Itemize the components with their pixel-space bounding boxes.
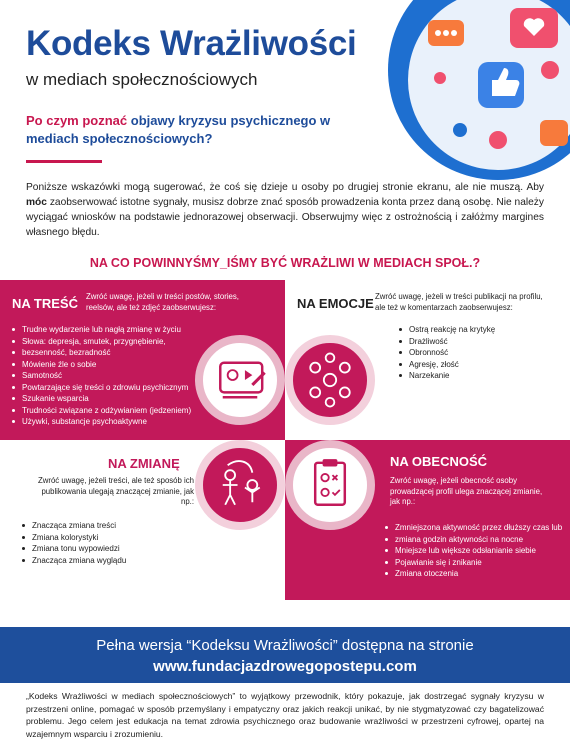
question-highlight: Po czym poznać [26,113,128,128]
list-item: Obronność [399,347,495,359]
list-item: Trudności związane z odżywianiem (jedzeniem) [12,405,191,417]
notification-icon [540,120,568,146]
intro-paragraph [26,180,544,240]
list-item: Szukanie wsparcia [12,393,191,405]
obecnosc-list [385,522,562,580]
banner-url[interactable]: www.fundacjazdrowegopostepu.com [153,658,417,675]
list-item: zmiana godzin aktywności na nocne [385,534,562,546]
list-item: Ostrą reakcję na krytykę [399,324,495,336]
content-icon-circle [195,335,285,425]
emocje-desc: Zwróć uwagę, jeżeli w treści publikacji na profilu, ale też w komentarzach zaobserwujesz: [375,292,543,312]
divider-rule [26,160,102,163]
list-item: Używki, substancje psychoaktywne [12,416,191,428]
presence-icon-circle [285,440,375,530]
intro-text-2: zaobserwować istotne sygnały, musisz dobrze znać sposób prowadzenia konta przez daną osobę. Nie należy wyciągać wniosków na podstawie jednorazowej obserwacji. Obserwujmy więc z ostrożnością i załóżmy margines własnego błędu. [26,197,544,238]
list-item: Słowa: depresja, smutek, przygnębienie, [12,336,191,348]
list-item: Narzekanie [399,370,495,382]
list-item: bezsenność, bezradność [12,347,191,359]
media-content-icon [203,343,277,417]
clipboard-icon [293,448,367,522]
emocje-list [399,324,495,382]
list-item: Pojawianie się i znikanie [385,557,562,569]
obecnosc-desc: Zwróć uwagę, jeżeli obecność osoby prowadzącej profil ulega znaczącej zmianie, jak np.: [390,476,543,506]
person-change-icon [203,448,277,522]
intro-text-1: Poniższe wskazówki mogą sugerować, że coś się dzieje u osoby po drugiej stronie ekranu, ale nie muszą. Aby [26,182,544,193]
emocje-title: NA EMOCJE [297,296,374,311]
lead-question [26,112,356,148]
zmiany-title: NA ZMIANĘ [108,456,180,471]
emoji-faces-icon [293,343,367,417]
list-item: Drażliwość [399,336,495,348]
list-item: Zmiana kolorystyki [22,532,126,544]
list-item: Powtarzające się treści o zdrowiu psychicznym [12,382,191,394]
footer-description: „Kodeks Wrażliwości w mediach społecznościowych” to wyjątkowy przewodnik, który pokazuje, jak dostrzegać sygnały kryzysu w przestrzeni online, pomagać w sposób przemyślany i empatyczny oraz jakich reakcji unikać, by nie stygmatyzować czy bagatelizować problemu. Jego celem jest edukacja na temat zdrowia psychicznego oraz budowanie wrażliwości w przestrzeni cyfrowej, opartej na wzajemnym wsparciu i zrozumieniu. [26,691,544,739]
list-item: Samotność [12,370,191,382]
banner-line-1: Pełna wersja “Kodeksu Wrażliwości” dostępna na stronie [96,637,474,654]
list-item: Zmiana otoczenia [385,568,562,580]
list-item: Agresję, złość [399,359,495,371]
tresc-desc: Zwróć uwagę, jeżeli w treści postów, stories, reelsów, ale też zdjęć zaobserwujesz: [86,292,239,312]
obecnosc-title: NA OBECNOŚĆ [390,454,488,469]
list-item: Zmniejszona aktywność przez dłuższy czas lub [385,522,562,534]
social-media-icons [400,0,570,170]
section-heading: NA CO POWINNYŚMY_IŚMY BYĆ WRAŻLIWI W MEDIACH SPOŁ.? [89,256,481,270]
list-item: Zmiana tonu wypowiedzi [22,543,126,555]
list-item: Mniejsze lub większe odsłanianie siebie [385,545,562,557]
list-item: Trudne wydarzenie lub nagłą zmianę w życiu [12,324,191,336]
intro-bold: móc [26,197,47,208]
page-subtitle: w mediach społecznościowych [26,70,258,89]
zmiany-desc: Zwróć uwagę, jeżeli treści, ale też sposób ich publikowania ulegają znaczącej zmianie, jak np.: [37,476,194,506]
list-item: Mówienie źle o sobie [12,359,191,371]
tresc-title: NA TREŚĆ [12,296,78,311]
change-icon-circle [195,440,285,530]
tresc-list [12,324,191,428]
emotions-icon-circle [285,335,375,425]
list-item: Znacząca zmiana wyglądu [22,555,126,567]
question-rest: objawy kryzysu psychicznego w mediach społecznościowych? [26,113,331,146]
heart-dot-icon [541,61,559,79]
page-title: Kodeks Wrażliwości [26,24,357,63]
list-item: Znacząca zmiana treści [22,520,126,532]
zmiany-list [22,520,126,566]
website-banner [0,627,570,683]
